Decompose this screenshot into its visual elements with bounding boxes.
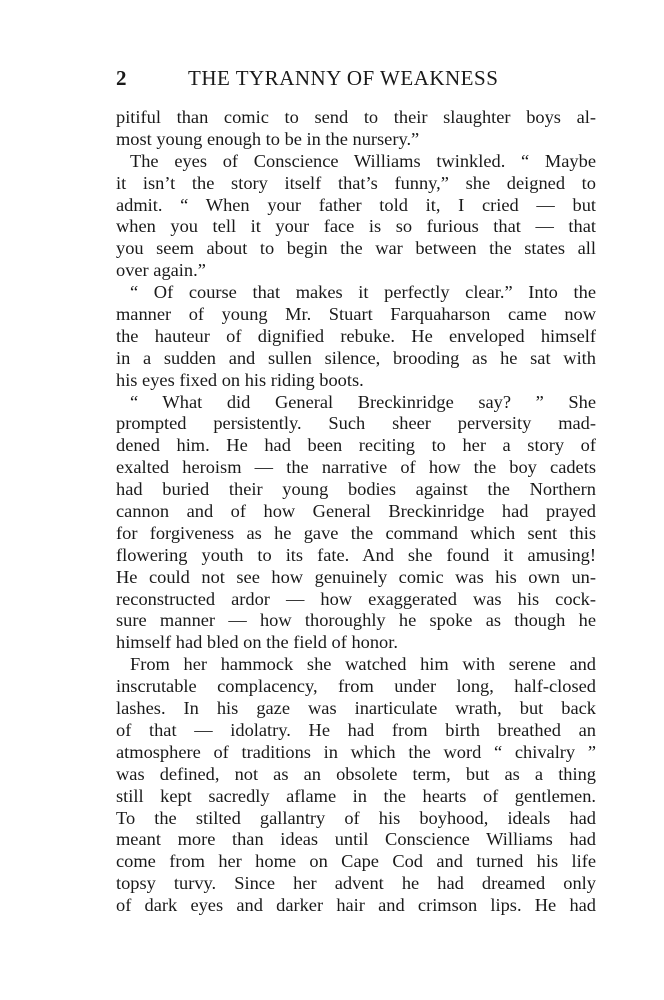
text-line: his eyes fixed on his riding boots. (116, 369, 364, 390)
text-line: flowering youth to its fate. And she found it amusing! (116, 544, 596, 565)
text-line: the hauteur of dignified rebuke. He enveloped himself (116, 325, 596, 346)
text-line: most young enough to be in the nursery.” (116, 128, 420, 149)
text-line: it isn’t the story itself that’s funny,” she deigned to (116, 172, 596, 193)
text-line: in a sudden and sullen silence, brooding as he sat with (116, 347, 596, 368)
text-line: lashes. In his gaze was inarticulate wrath, but back (116, 698, 596, 719)
text-line: sure manner — how thoroughly he spoke as though he (116, 610, 596, 631)
text-line: prompted persistently. Such sheer perversity mad- (116, 413, 596, 434)
text-line: inscrutable complacency, from under long, half-closed (116, 676, 596, 697)
running-title: THE TYRANNY OF WEAKNESS (188, 66, 499, 90)
page-number: 2 (116, 66, 127, 90)
text-line: dened him. He had been reciting to her a story of (116, 435, 596, 456)
text-line: when you tell it your face is so furious that — that (116, 216, 596, 237)
text-line: himself had bled on the field of honor. (116, 632, 398, 653)
text-line: manner of young Mr. Stuart Farquaharson came now (116, 304, 596, 325)
text-line: cannon and of how General Breckinridge had prayed (116, 501, 596, 522)
text-line: He could not see how genuinely comic was his own un- (116, 566, 596, 587)
text-line: for forgiveness as he gave the command which sent this (116, 522, 596, 543)
text-line: you seem about to begin the war between the states all (116, 238, 596, 259)
text-line: had buried their young bodies against the Northern (116, 479, 596, 500)
text-line: pitiful than comic to send to their slaughter boys al- (116, 107, 596, 127)
body-text (116, 107, 596, 917)
text-line: exalted heroism — the narrative of how the boy cadets (116, 457, 596, 478)
text-line: was defined, not as an obsolete term, but as a thing (116, 763, 596, 784)
text-line: admit. “ When your father told it, I cried — but (116, 194, 596, 215)
text-line: “ What did General Breckinridge say? ” She (130, 391, 596, 412)
text-line: meant more than ideas until Conscience Williams had (116, 829, 596, 850)
text-line: “ Of course that makes it perfectly clear.” Into the (130, 282, 596, 303)
text-line: reconstructed ardor — how exaggerated was his cock- (116, 588, 596, 609)
page-header (116, 66, 596, 96)
text-line: atmosphere of traditions in which the word “ chivalry ” (116, 741, 596, 762)
text-line: still kept sacredly aflame in the hearts of gentlemen. (116, 785, 596, 806)
text-line: topsy turvy. Since her advent he had dreamed only (116, 873, 596, 894)
text-line: The eyes of Conscience Williams twinkled. “ Maybe (130, 150, 596, 171)
text-line: come from her home on Cape Cod and turned his life (116, 851, 596, 872)
text-line: of dark eyes and darker hair and crimson lips. He had (116, 895, 596, 916)
text-line: over again.” (116, 260, 206, 281)
text-line: To the stilted gallantry of his boyhood, ideals had (116, 807, 596, 828)
text-line: From her hammock she watched him with serene and (130, 654, 596, 675)
text-line: of that — idolatry. He had from birth breathed an (116, 719, 596, 740)
